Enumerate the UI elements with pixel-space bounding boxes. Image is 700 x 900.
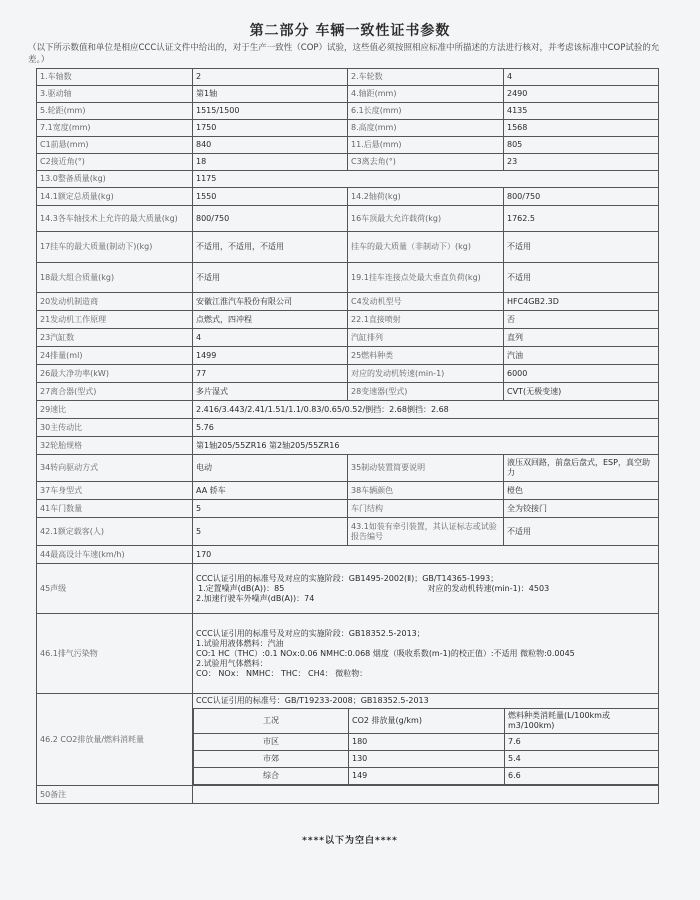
blank-footer: ****以下为空白**** <box>302 836 398 846</box>
fuel-combined: 6.6 <box>505 768 659 785</box>
roof-load-value: 1762.5 <box>504 206 659 232</box>
direct-injection-value: 否 <box>504 311 659 329</box>
table-row <box>37 154 659 171</box>
cylinders-label: 23汽缸数 <box>37 329 193 347</box>
col-co2: CO2 排放量(g/km) <box>349 709 505 734</box>
unbraked-trailer-label: 挂车的最大质量（非制动下）(kg) <box>348 232 504 263</box>
table-row <box>194 751 659 768</box>
drive-axle-value: 第1轴 <box>193 86 348 103</box>
drive-by-noise: 2.加速行驶车外噪声(dB(A))：74 <box>196 593 315 603</box>
final-drive-label: 30主传动比 <box>37 419 193 437</box>
engine-principle-label: 21发动机工作原理 <box>37 311 193 329</box>
table-row <box>194 768 659 785</box>
towing-cert-value: 不适用 <box>504 518 659 546</box>
approach-angle-label: C2接近角(°) <box>37 154 193 171</box>
table-row <box>37 347 659 365</box>
gas-fuel: 2.试验用气体燃料： <box>196 658 268 668</box>
height-label: 8.高度(mm) <box>348 120 504 137</box>
exhaust-standard: CCC认证引用的标准号及对应的实施阶段：GB18352.5-2013； <box>196 628 425 638</box>
gearbox-label: 28变速器(型式) <box>348 383 504 401</box>
steering-value: 电动 <box>193 455 348 482</box>
max-axle-mass-value: 800/750 <box>193 206 348 232</box>
table-row <box>37 518 659 546</box>
clutch-value: 多片湿式 <box>193 383 348 401</box>
curb-weight-value: 1175 <box>193 171 659 188</box>
engine-model-value: HFC4GB2.3D <box>504 293 659 311</box>
length-value: 4135 <box>504 103 659 120</box>
braked-trailer-label: 17挂车的最大质量(制动下)(kg) <box>37 232 193 263</box>
co2-standard: CCC认证引用的标准号：GB/T19233-2008；GB18352.5-2013 <box>196 696 429 705</box>
combination-mass-label: 18最大组合质量(kg) <box>37 263 193 293</box>
table-row <box>37 293 659 311</box>
co2-combined: 149 <box>349 768 505 785</box>
table-row <box>37 206 659 232</box>
co2-block <box>193 694 659 786</box>
displacement-label: 24排量(ml) <box>37 347 193 365</box>
table-row <box>37 103 659 120</box>
body-type-value: AA 轿车 <box>193 482 348 500</box>
axle-count-value: 2 <box>193 69 348 86</box>
gear-ratio-value: 2.416/3.443/2.41/1.51/1.1/0.83/0.65/0.52/倒挡：2.68倒挡：2.68 <box>193 401 659 419</box>
gas-fuel-emissions: CO： NOx： NMHC： THC： CH4： 微粒物： <box>196 668 368 678</box>
wheelbase-value: 2490 <box>504 86 659 103</box>
height-value: 1568 <box>504 120 659 137</box>
table-row <box>37 694 659 786</box>
co2-label: 46.2 CO2排放量/燃料消耗量 <box>37 694 193 786</box>
co2-suburban: 130 <box>349 751 505 768</box>
exhaust-label: 46.1排气污染物 <box>37 614 193 694</box>
table-row <box>37 329 659 347</box>
rear-overhang-label: 11.后悬(mm) <box>348 137 504 154</box>
curb-weight-label: 13.0整备质量(kg) <box>37 171 193 188</box>
table-row <box>194 734 659 751</box>
wheelbase-label: 4.轴距(mm) <box>348 86 504 103</box>
tyre-spec-value: 第1轴205/55ZR16 第2轴205/55ZR16 <box>193 437 659 455</box>
table-row <box>37 401 659 419</box>
stationary-noise: 1.定置噪声(dB(A))：85 <box>198 583 285 593</box>
direct-injection-label: 22.1直接喷射 <box>348 311 504 329</box>
tyre-spec-label: 32轮胎规格 <box>37 437 193 455</box>
engine-principle-value: 点燃式，四冲程 <box>193 311 348 329</box>
table-row <box>37 500 659 518</box>
fuel-urban: 7.6 <box>505 734 659 751</box>
gross-weight-value: 1550 <box>193 188 348 206</box>
departure-angle-value: 23 <box>504 154 659 171</box>
table-row <box>37 383 659 401</box>
cylinder-layout-value: 直列 <box>504 329 659 347</box>
clutch-label: 27离合器(型式) <box>37 383 193 401</box>
table-row <box>37 437 659 455</box>
combination-mass-value: 不适用 <box>193 263 348 293</box>
door-count-label: 41车门数量 <box>37 500 193 518</box>
engine-speed-value: 6000 <box>504 365 659 383</box>
table-row <box>37 232 659 263</box>
liquid-fuel-emissions: CO:1 HC（THC）:0.1 NOx:0.06 NMHC:0.068 烟度（吸收系数(m-1)的校正值）:不适用 微粒物:0.0045 <box>196 648 575 658</box>
steering-label: 34转向驱动方式 <box>37 455 193 482</box>
wheel-count-label: 2.车轮数 <box>348 69 504 86</box>
remarks-value <box>193 786 659 804</box>
col-fuel: 燃料种类消耗量(L/100km或m3/100km) <box>505 709 659 734</box>
door-structure-value: 全为铰接门 <box>504 500 659 518</box>
axle-load-value: 800/750 <box>504 188 659 206</box>
cond-combined: 综合 <box>194 768 349 785</box>
door-count-value: 5 <box>193 500 348 518</box>
liquid-fuel: 1.试验用液体燃料：汽油 <box>196 638 284 648</box>
co2-header-row <box>194 709 659 734</box>
gear-ratio-label: 29速比 <box>37 401 193 419</box>
table-row <box>37 564 659 614</box>
fuel-type-label: 25燃料种类 <box>348 347 504 365</box>
table-row <box>37 69 659 86</box>
body-type-label: 37车身型式 <box>37 482 193 500</box>
wheel-count-value: 4 <box>504 69 659 86</box>
coupling-load-value: 不适用 <box>504 263 659 293</box>
table-row <box>37 614 659 694</box>
roof-load-label: 16车顶最大允许载荷(kg) <box>348 206 504 232</box>
cond-urban: 市区 <box>194 734 349 751</box>
track-value: 1515/1500 <box>193 103 348 120</box>
col-condition: 工况 <box>194 709 349 734</box>
noise-engine-speed: 对应的发动机转速(min-1)：4503 <box>427 583 550 593</box>
noise-label: 45声级 <box>37 564 193 614</box>
intro-note: （以下所示数值和单位是相应CCC认证文件中给出的，对于生产一致性（COP）试验，这些值必须按照相应标准中所描述的方法进行核对，并考虑该标准中COP试验的允差。） <box>28 43 660 65</box>
brake-desc-label: 35制动装置简要说明 <box>348 455 504 482</box>
noise-block <box>193 564 659 614</box>
cond-suburban: 市郊 <box>194 751 349 768</box>
seating-label: 42.1额定载客(人) <box>37 518 193 546</box>
final-drive-value: 5.76 <box>193 419 659 437</box>
table-row <box>37 137 659 154</box>
vehicle-color-label: 38车辆颜色 <box>348 482 504 500</box>
table-row <box>37 365 659 383</box>
max-speed-label: 44最高设计车速(km/h) <box>37 546 193 564</box>
max-power-value: 77 <box>193 365 348 383</box>
cylinders-value: 4 <box>193 329 348 347</box>
table-row <box>37 482 659 500</box>
braked-trailer-value: 不适用，不适用，不适用 <box>193 232 348 263</box>
noise-standard: CCC认证引用的标准号及对应的实施阶段：GB1495-2002(Ⅱ)；GB/T14365-1993； <box>196 573 499 583</box>
table-row <box>37 311 659 329</box>
gearbox-value: CVT(无极变速) <box>504 383 659 401</box>
table-row <box>37 455 659 482</box>
unbraked-trailer-value: 不适用 <box>504 232 659 263</box>
table-row <box>37 188 659 206</box>
table-row <box>37 546 659 564</box>
front-overhang-value: 840 <box>193 137 348 154</box>
table-row <box>37 419 659 437</box>
table-row <box>37 171 659 188</box>
co2-table <box>193 708 659 785</box>
table-row <box>37 86 659 103</box>
engine-maker-value: 安徽江淮汽车股份有限公司 <box>193 293 348 311</box>
departure-angle-label: C3离去角(°) <box>348 154 504 171</box>
fuel-type-value: 汽油 <box>504 347 659 365</box>
engine-speed-label: 对应的发动机转速(min-1) <box>348 365 504 383</box>
track-label: 5.轮距(mm) <box>37 103 193 120</box>
towing-cert-label: 43.1如装有牵引装置，其认证标志或试验报告编号 <box>348 518 504 546</box>
max-axle-mass-label: 14.3各车轴技术上允许的最大质量(kg) <box>37 206 193 232</box>
axle-load-label: 14.2轴荷(kg) <box>348 188 504 206</box>
cylinder-layout-label: 汽缸排列 <box>348 329 504 347</box>
front-overhang-label: C1前悬(mm) <box>37 137 193 154</box>
table-row <box>37 120 659 137</box>
drive-axle-label: 3.驱动轴 <box>37 86 193 103</box>
table-row <box>37 786 659 804</box>
fuel-suburban: 5.4 <box>505 751 659 768</box>
exhaust-block <box>193 614 659 694</box>
page-title: 第二部分 车辆一致性证书参数 <box>249 23 451 39</box>
axle-count-label: 1.车轴数 <box>37 69 193 86</box>
door-structure-label: 车门结构 <box>348 500 504 518</box>
width-value: 1750 <box>193 120 348 137</box>
engine-maker-label: 20发动机制造商 <box>37 293 193 311</box>
rear-overhang-value: 805 <box>504 137 659 154</box>
vehicle-color-value: 橙色 <box>504 482 659 500</box>
max-speed-value: 170 <box>193 546 659 564</box>
spec-table <box>36 68 659 804</box>
seating-value: 5 <box>193 518 348 546</box>
coupling-load-label: 19.1挂车连接点处最大垂直负荷(kg) <box>348 263 504 293</box>
brake-desc-value: 液压双回路，前盘后盘式，ESP，真空助力 <box>504 455 659 482</box>
displacement-value: 1499 <box>193 347 348 365</box>
max-power-label: 26最大净功率(kW) <box>37 365 193 383</box>
length-label: 6.1长度(mm) <box>348 103 504 120</box>
remarks-label: 50备注 <box>37 786 193 804</box>
width-label: 7.1宽度(mm) <box>37 120 193 137</box>
gross-weight-label: 14.1额定总质量(kg) <box>37 188 193 206</box>
co2-urban: 180 <box>349 734 505 751</box>
table-row <box>37 263 659 293</box>
engine-model-label: C4发动机型号 <box>348 293 504 311</box>
approach-angle-value: 18 <box>193 154 348 171</box>
